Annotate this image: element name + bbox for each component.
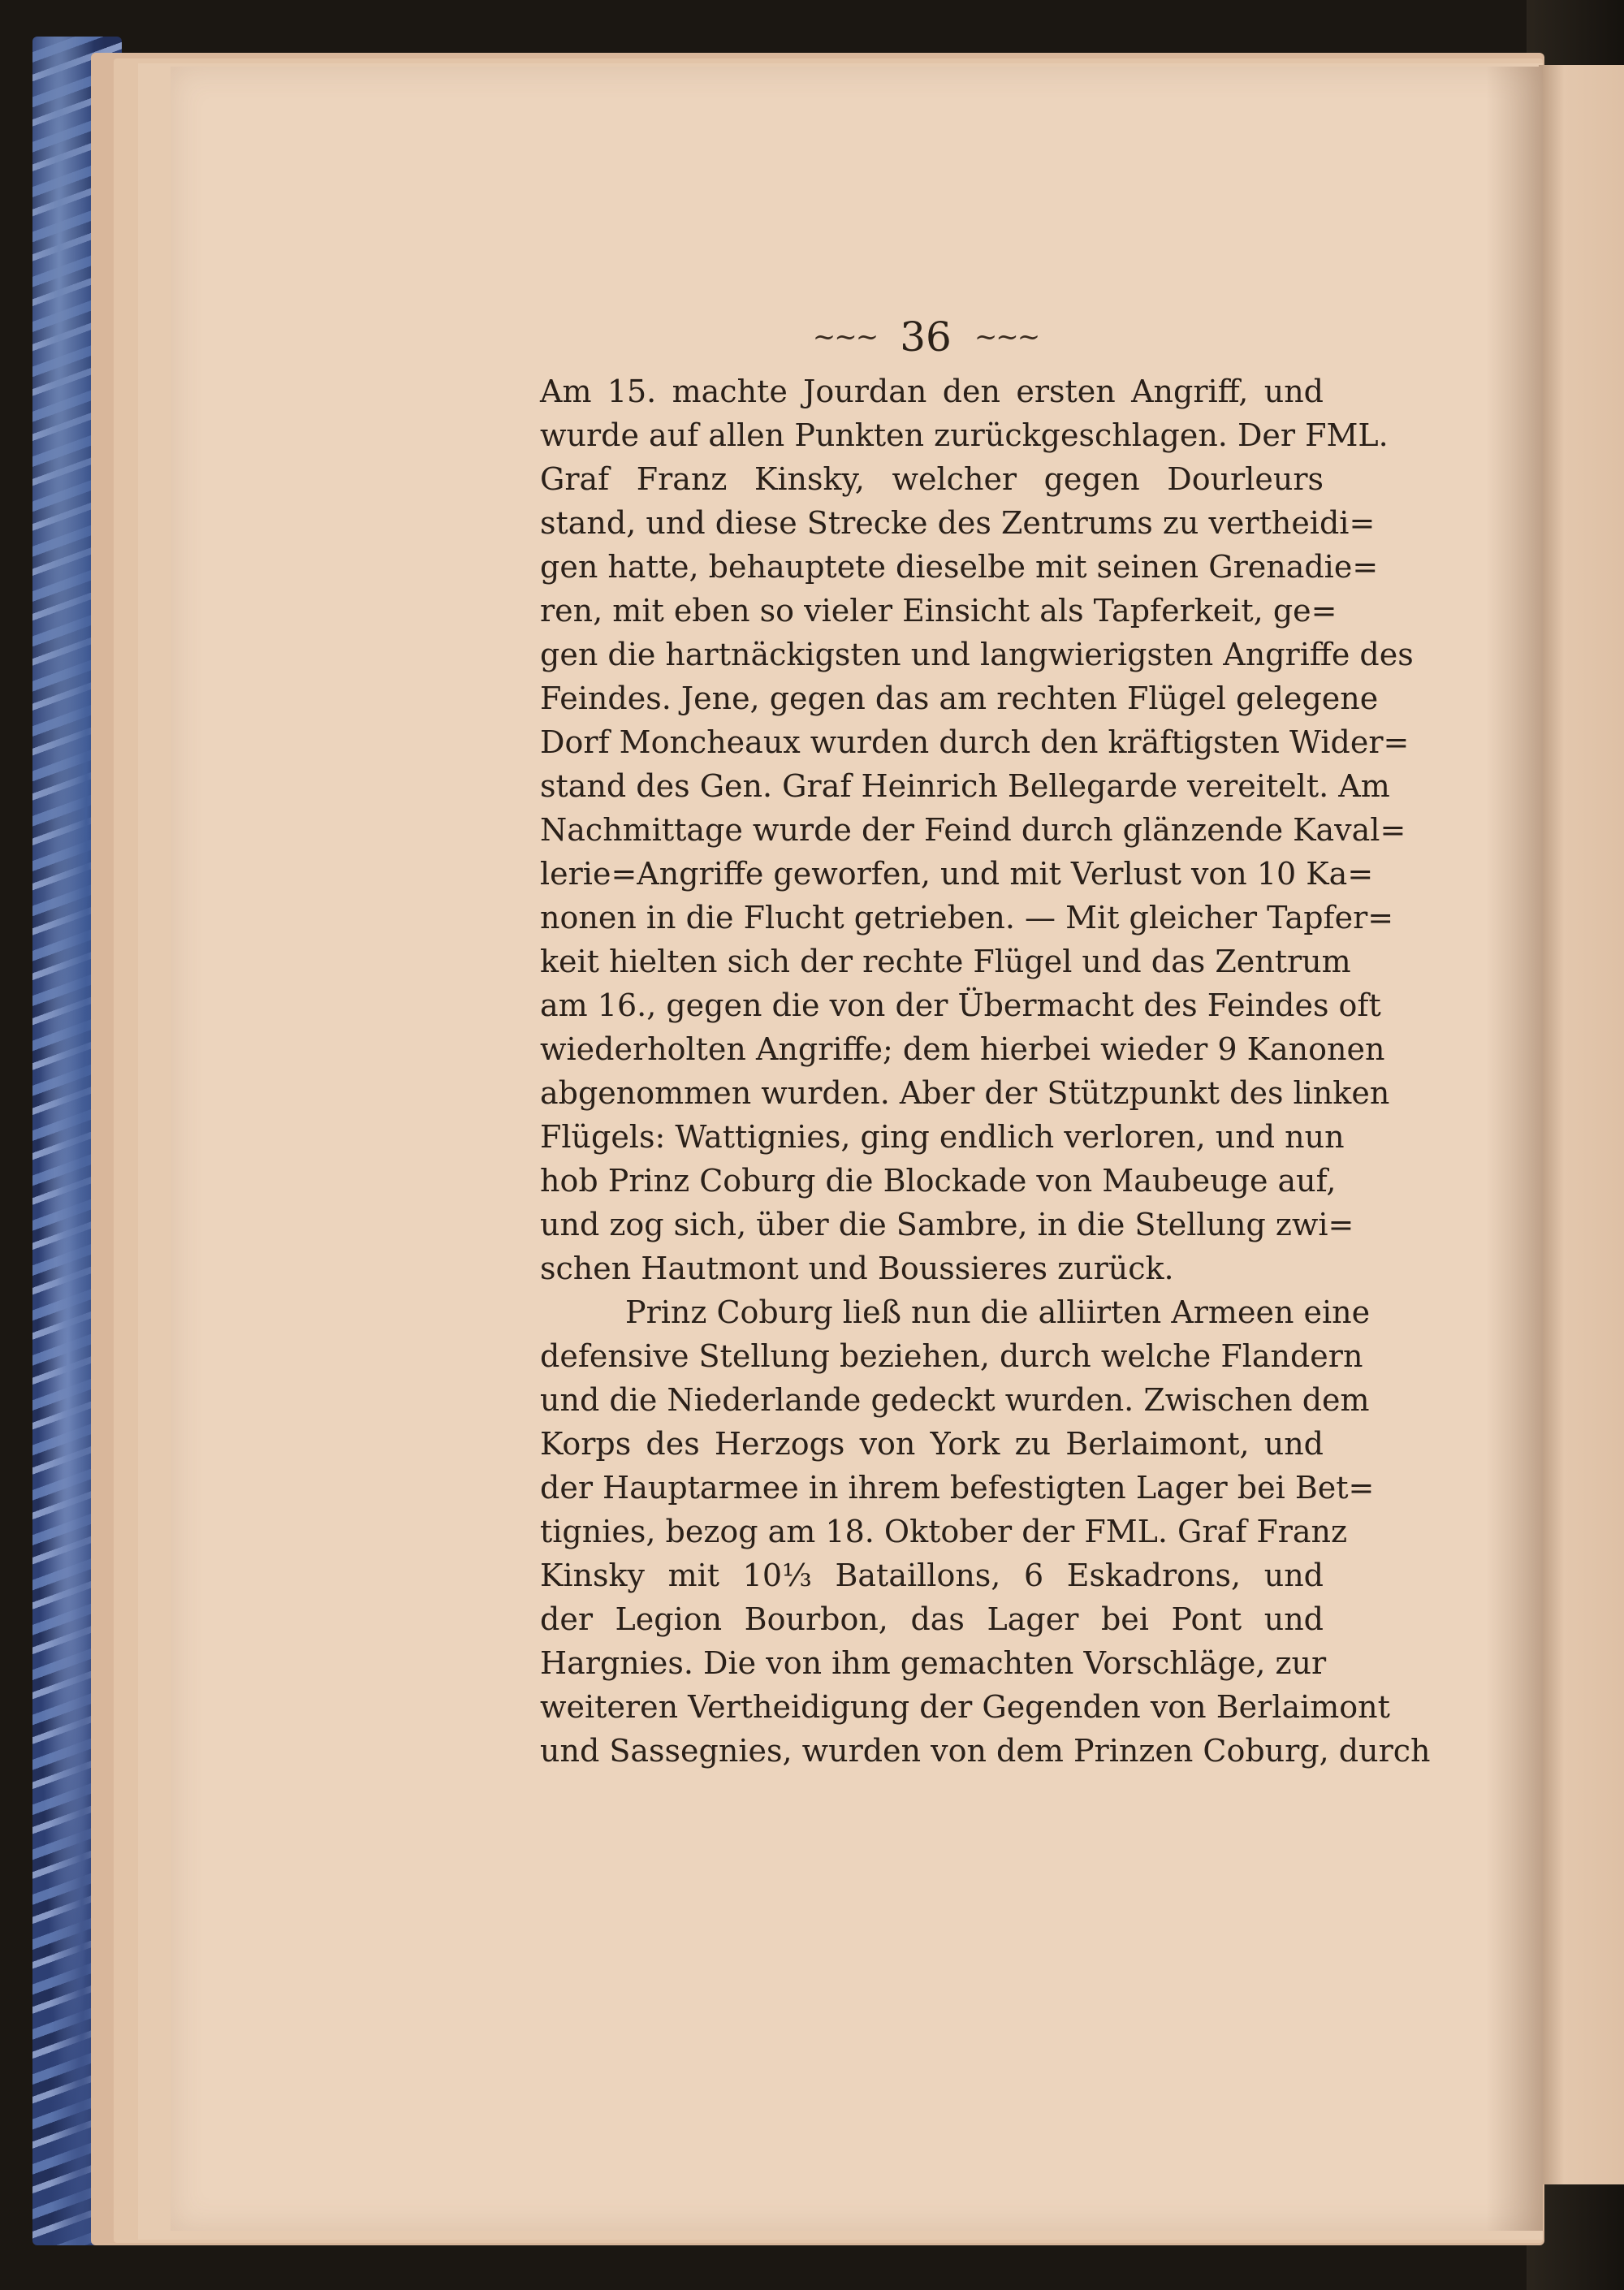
text-line: der Hauptarmee in ihrem befestigten Lager bei Bet= — [540, 1470, 1375, 1506]
text-line: und Sassegnies, wurden von dem Prinzen Coburg, durch — [540, 1733, 1431, 1769]
text-line: Dorf Moncheaux wurden durch den kräftigsten Wider= — [540, 724, 1410, 760]
text-line: abgenommen wurden. Aber der Stützpunkt des linken — [540, 1075, 1390, 1111]
page-number: 36 — [900, 313, 952, 361]
text-line: lerie=Angriffe geworfen, und mit Verlust von 10 Ka= — [540, 856, 1374, 892]
text-line: defensive Stellung beziehen, durch welche Flandern — [540, 1338, 1363, 1374]
text-line: tignies, bezog am 18. Oktober der FML. Graf Franz — [540, 1514, 1348, 1549]
text-line: Am 15. machte Jourdan den ersten Angriff, und — [540, 374, 1324, 409]
text-line: Graf Franz Kinsky, welcher gegen Dourleurs — [540, 461, 1324, 497]
text-line: Nachmittage wurde der Feind durch glänzende Kaval= — [540, 812, 1406, 848]
header-ornament-right: ~~~ — [974, 321, 1039, 353]
text-line: Prinz Coburg ließ nun die alliirten Armeen eine — [625, 1294, 1371, 1330]
text-line: stand des Gen. Graf Heinrich Bellegarde vereitelt. Am — [540, 768, 1390, 804]
text-line: gen hatte, behauptete dieselbe mit seinen Grenadie= — [540, 549, 1379, 585]
text-line: Feindes. Jene, gegen das am rechten Flügel gelegene — [540, 681, 1379, 716]
text-line: wurde auf allen Punkten zurückgeschlagen. Der FML. — [540, 417, 1389, 453]
page-header — [812, 313, 1039, 361]
text-line: wiederholten Angriffe; dem hierbei wieder 9 Kanonen — [540, 1031, 1385, 1067]
text-line: hob Prinz Coburg die Blockade von Maubeuge auf, — [540, 1163, 1337, 1199]
text-line: nonen in die Flucht getrieben. — Mit gleicher Tapfer= — [540, 900, 1394, 935]
text-line: am 16., gegen die von der Übermacht des Feindes oft — [540, 987, 1381, 1023]
gutter-shadow — [1486, 67, 1543, 2231]
text-line: und die Niederlande gedeckt wurden. Zwischen dem — [540, 1382, 1370, 1418]
header-ornament-left: ~~~ — [812, 321, 878, 353]
text-line: der Legion Bourbon, das Lager bei Pont und — [540, 1601, 1324, 1637]
facing-page-edge — [1539, 65, 1624, 2184]
text-line: schen Hautmont und Boussieres zurück. — [540, 1251, 1174, 1286]
body-text — [540, 369, 1431, 1773]
text-line: Flügels: Wattignies, ging endlich verloren, und nun — [540, 1119, 1345, 1155]
text-line: ren, mit eben so vieler Einsicht als Tapferkeit, ge= — [540, 593, 1337, 629]
text-line: gen die hartnäckigsten und langwierigsten Angriffe des — [540, 637, 1414, 672]
text-line: Korps des Herzogs von York zu Berlaimont, und — [540, 1426, 1324, 1462]
text-line: Hargnies. Die von ihm gemachten Vorschläge, zur — [540, 1645, 1327, 1681]
text-line: keit hielten sich der rechte Flügel und das Zentrum — [540, 944, 1351, 979]
text-line: weiteren Vertheidigung der Gegenden von Berlaimont — [540, 1689, 1390, 1725]
text-line: und zog sich, über die Sambre, in die Stellung zwi= — [540, 1207, 1354, 1242]
text-line: Kinsky mit 10⅓ Bataillons, 6 Eskadrons, und — [540, 1558, 1324, 1593]
text-line: stand, und diese Strecke des Zentrums zu vertheidi= — [540, 505, 1376, 541]
